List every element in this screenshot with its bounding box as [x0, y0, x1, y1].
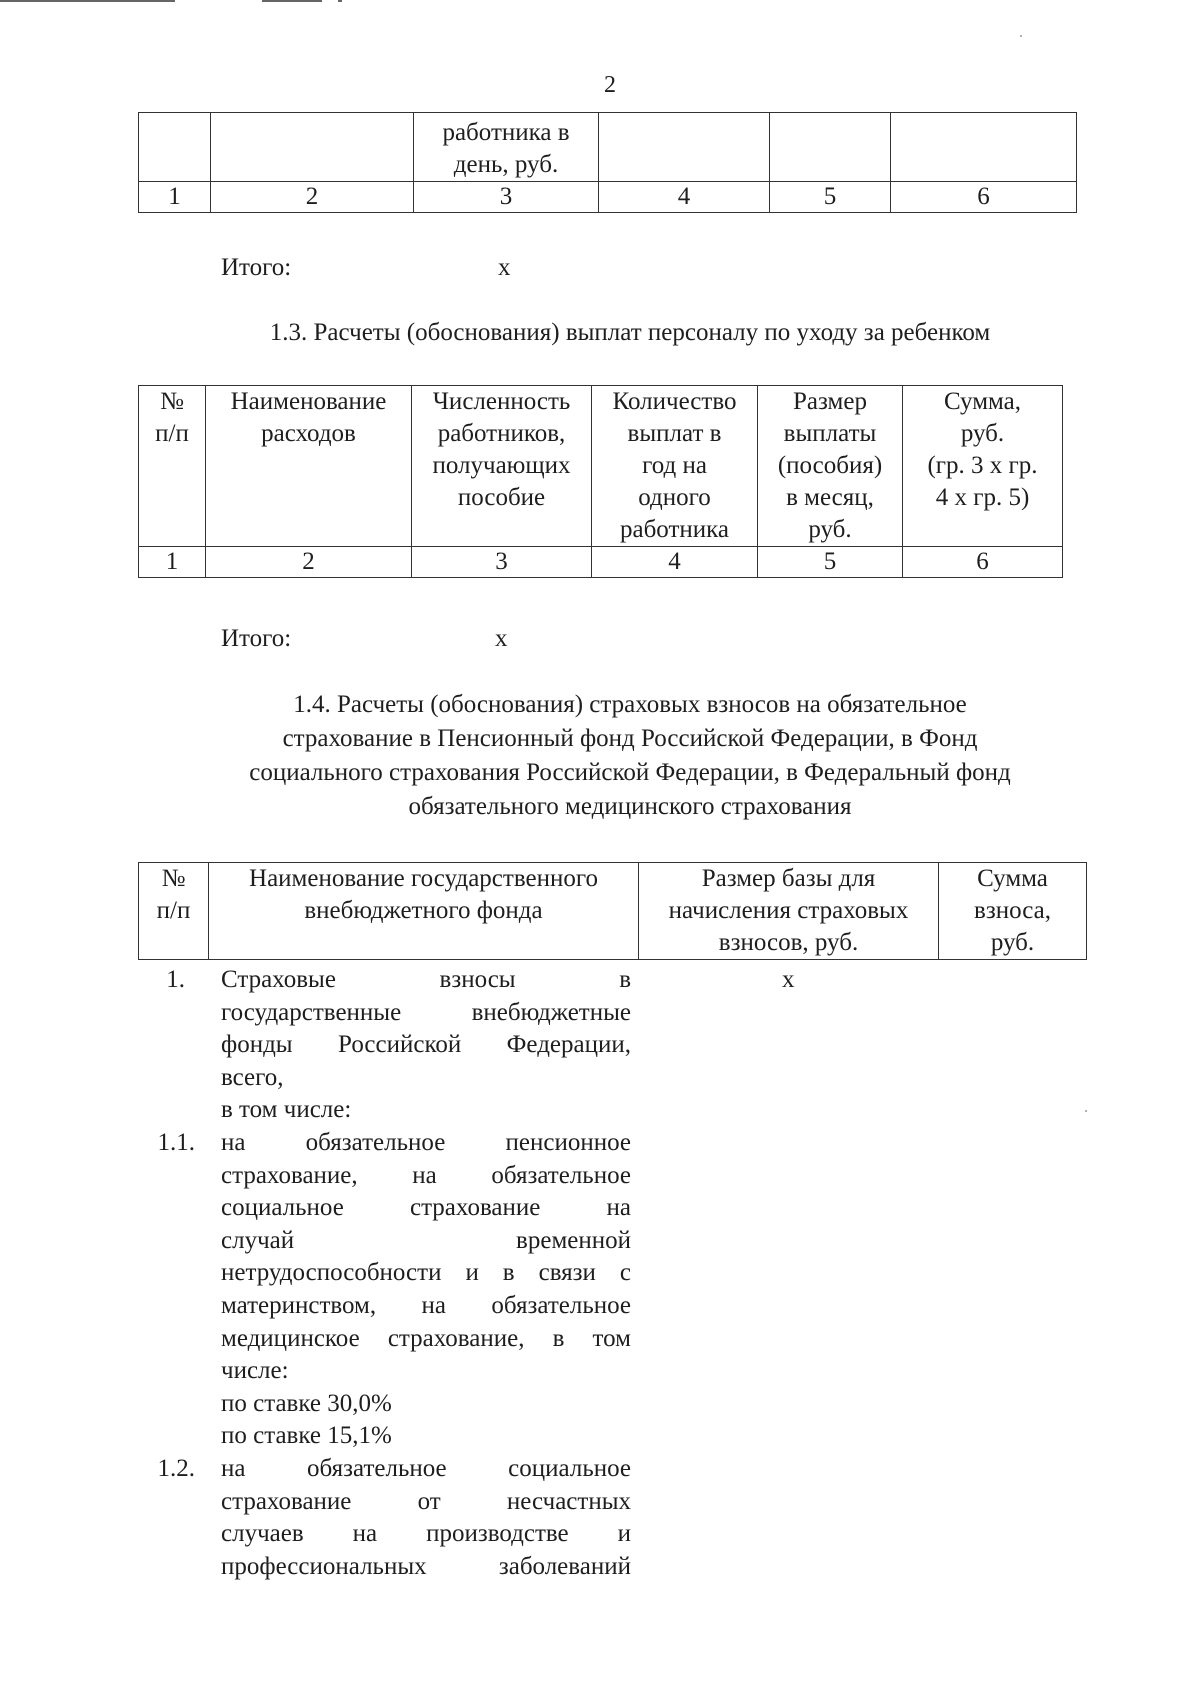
- header-line: пособие: [457, 484, 546, 511]
- header-line: 4 х гр. 5): [935, 484, 1030, 511]
- total-label: Итого:: [221, 625, 292, 652]
- row-text-line: всего,: [221, 1063, 284, 1091]
- column-number: 3: [412, 547, 592, 578]
- row-text-line: страхование, на обязательное: [221, 1161, 631, 1189]
- column-number: 1: [139, 182, 211, 213]
- row-text-line: на обязательное социальное: [221, 1455, 631, 1482]
- header-line: расходов: [261, 420, 356, 447]
- scan-mark: [0, 0, 175, 2]
- header-cell: [599, 113, 770, 182]
- row-number: 1.: [166, 966, 185, 993]
- header-line: руб.: [960, 420, 1005, 447]
- title-line: 1.4. Расчеты (обоснования) страховых взносов на обязательное: [293, 691, 967, 718]
- header-cell: [770, 113, 891, 182]
- header-cell: [139, 113, 211, 182]
- header-cell: [903, 386, 1063, 547]
- row-text-line: числе:: [221, 1357, 289, 1385]
- row-text-line: случай временной: [221, 1226, 631, 1254]
- header-cell: [412, 386, 592, 547]
- header-cell: [891, 113, 1077, 182]
- scan-speck: [1085, 1110, 1087, 1112]
- header-cell: [939, 863, 1087, 960]
- table-1-4-header-row: [139, 863, 1087, 960]
- row-text-line: профессиональных заболеваний: [221, 1552, 631, 1580]
- header-line: Сумма,: [943, 388, 1022, 415]
- header-cell: [758, 386, 903, 547]
- row-name: [221, 964, 631, 1127]
- header-line: №: [161, 865, 186, 892]
- row-text-line: нетрудоспособности и в связи с: [221, 1259, 631, 1287]
- total-mark: x: [498, 254, 511, 281]
- header-cell: [414, 113, 599, 182]
- column-number: 5: [770, 182, 891, 213]
- header-line: п/п: [156, 897, 191, 924]
- row-name: [221, 1127, 631, 1453]
- column-number: 2: [206, 547, 412, 578]
- title-line: социального страхования Российской Федерации, в Федеральный фонд: [249, 759, 1011, 786]
- header-line: начисления страховых: [668, 897, 909, 924]
- header-line: Размер: [793, 388, 867, 415]
- header-line: (пособия): [777, 452, 883, 479]
- total-label: Итого:: [221, 254, 292, 281]
- column-number: 3: [414, 182, 599, 213]
- column-number: 4: [592, 547, 758, 578]
- header-line: руб.: [990, 929, 1035, 956]
- header-line: работника: [619, 516, 730, 543]
- row-text-line: государственные внебюджетные: [221, 998, 631, 1026]
- row-text-line: случаев на производстве и: [221, 1520, 631, 1548]
- row-text-line: социальное страхование на: [221, 1194, 631, 1222]
- column-number: 2: [211, 182, 414, 213]
- row-text-line: страхование от несчастных: [221, 1487, 631, 1515]
- header-line: выплаты: [783, 420, 877, 447]
- scan-mark: [338, 0, 342, 2]
- title-line: страхование в Пенсионный фонд Российской Федерации, в Фонд: [282, 725, 978, 752]
- row-text-line: фонды Российской Федерации,: [221, 1031, 631, 1059]
- header-line: день, руб.: [453, 151, 559, 178]
- table-1-3-header-row: [139, 386, 1063, 547]
- header-line: п/п: [155, 420, 189, 447]
- row-name: [221, 1453, 631, 1583]
- row-text-line: по ставке 15,1%: [221, 1422, 392, 1450]
- header-cell: [639, 863, 939, 960]
- header-line: Наименование государственного: [249, 865, 598, 892]
- row-base-value: x: [782, 966, 795, 993]
- header-line: одного: [638, 484, 711, 511]
- header-line: руб.: [808, 516, 852, 543]
- header-line: получающих: [432, 452, 571, 479]
- title-line: обязательного медицинского страхования: [408, 793, 852, 820]
- table-1-4: [138, 862, 1087, 960]
- row-text-line: по ставке 30,0%: [221, 1389, 392, 1417]
- header-line: Сумма: [977, 865, 1048, 892]
- column-number: 6: [903, 547, 1063, 578]
- header-cell: [209, 863, 639, 960]
- row-text-line: на обязательное пенсионное: [221, 1129, 631, 1156]
- continuation-table: [138, 112, 1077, 213]
- header-line: выплат в: [627, 420, 722, 447]
- header-cell: [139, 386, 206, 547]
- column-number-row: [139, 547, 1063, 578]
- column-number: 5: [758, 547, 903, 578]
- header-line: взносов, руб.: [718, 929, 859, 956]
- header-line: Численность: [432, 388, 571, 415]
- header-line: Размер базы для: [701, 865, 876, 892]
- total-mark: x: [495, 625, 508, 652]
- header-cell: [206, 386, 412, 547]
- continuation-header-row: [139, 113, 1077, 182]
- header-line: взноса,: [974, 897, 1051, 924]
- header-cell: [211, 113, 414, 182]
- header-line: (гр. 3 х гр.: [927, 452, 1038, 479]
- row-number: 1.2.: [157, 1455, 195, 1482]
- column-number: 6: [891, 182, 1077, 213]
- row-text-line: медицинское страхование, в том: [221, 1324, 631, 1352]
- header-line: №: [160, 388, 184, 415]
- header-line: Наименование: [230, 388, 387, 415]
- section-1-3-title: 1.3. Расчеты (обоснования) выплат персоналу по уходу за ребенком: [269, 319, 991, 346]
- table-1-3: [138, 385, 1063, 578]
- row-number: 1.1.: [157, 1129, 195, 1156]
- row-text-line: материнством, на обязательное: [221, 1291, 631, 1319]
- header-line: работников,: [437, 420, 566, 447]
- header-line: год на: [642, 452, 707, 479]
- column-number: 4: [599, 182, 770, 213]
- scan-speck: [1020, 35, 1022, 37]
- header-cell: [139, 863, 209, 960]
- column-number: 1: [139, 547, 206, 578]
- row-text-line: Страховые взносы в: [221, 966, 631, 993]
- section-1-4-title: [130, 688, 1130, 824]
- header-line: в месяц,: [786, 484, 874, 511]
- page-number: 2: [604, 72, 616, 98]
- column-number-row: [139, 182, 1077, 213]
- scan-mark: [262, 0, 322, 2]
- header-line: Количество: [612, 388, 737, 415]
- header-line: работника в: [442, 119, 570, 146]
- header-cell: [592, 386, 758, 547]
- row-text-line: в том числе:: [221, 1096, 352, 1124]
- header-line: внебюджетного фонда: [304, 897, 543, 924]
